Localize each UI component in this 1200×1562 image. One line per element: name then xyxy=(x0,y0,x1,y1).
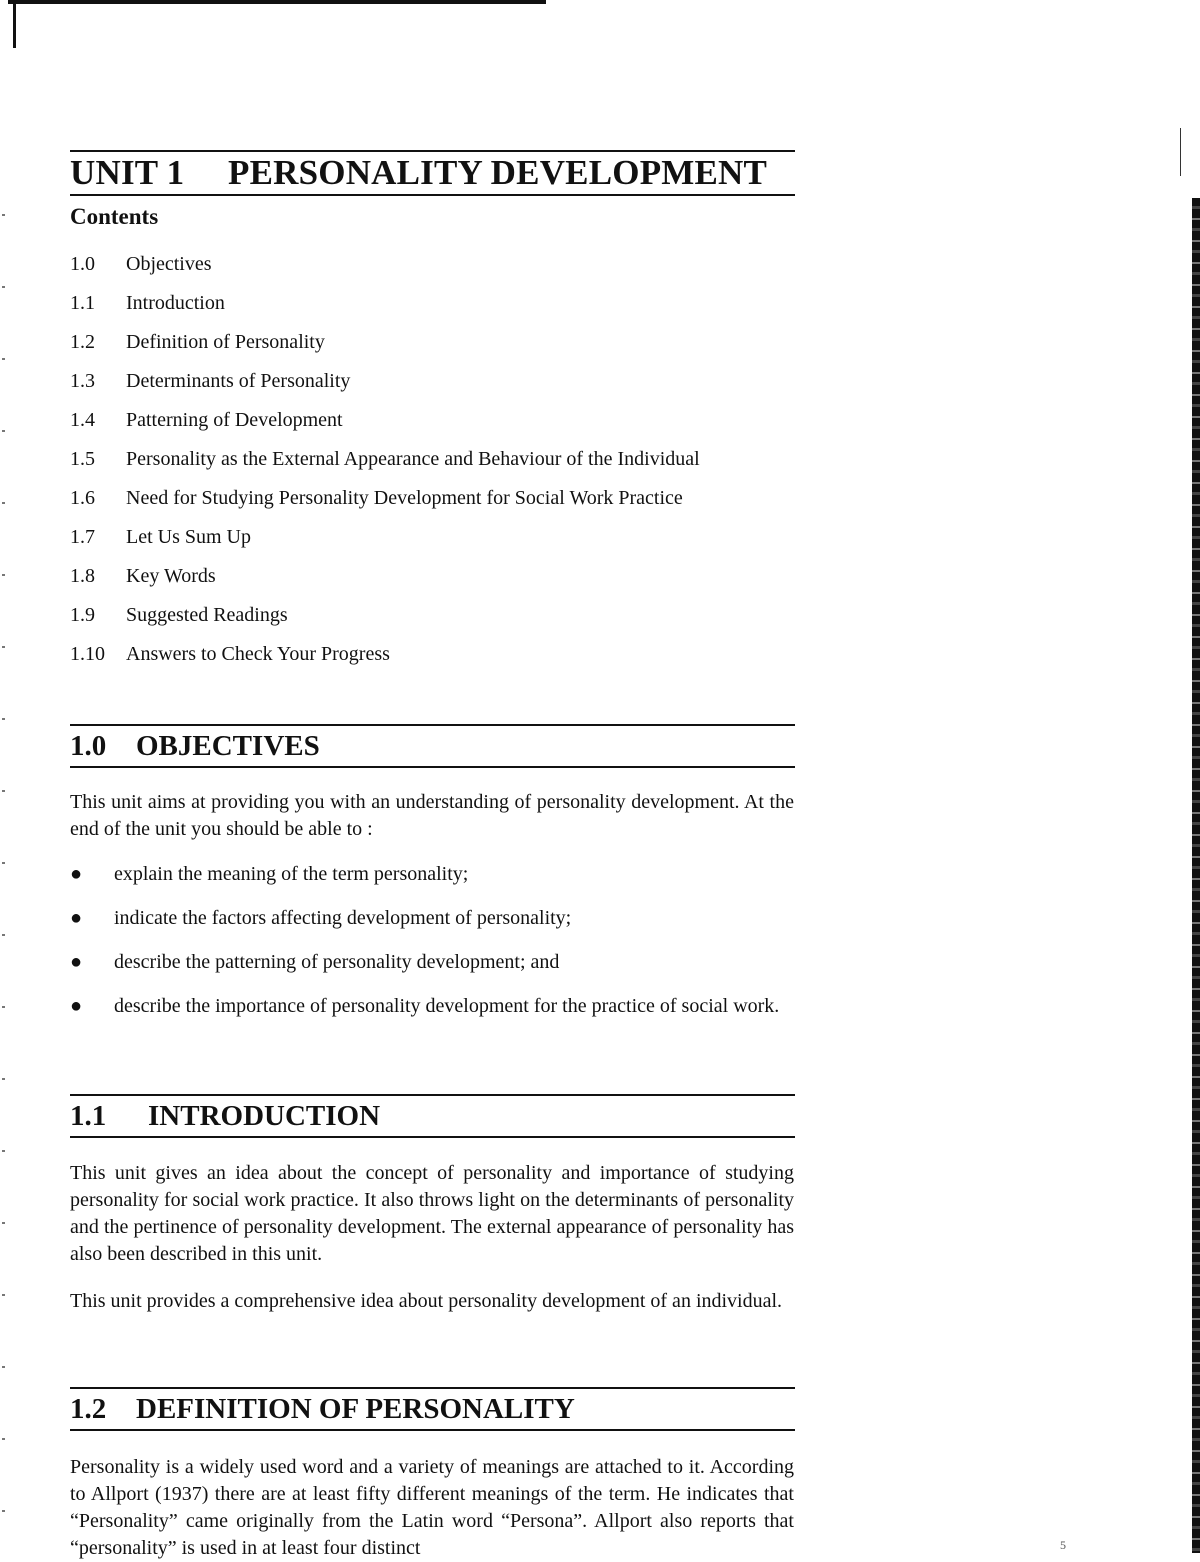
toc-item xyxy=(70,406,800,434)
toc-number: 1.10 xyxy=(70,643,105,665)
objectives-list xyxy=(70,860,794,1036)
bullet-icon: ● xyxy=(70,907,83,929)
toc-number: 1.5 xyxy=(70,448,95,470)
section-title: INTRODUCTION xyxy=(148,1100,381,1132)
introduction-heading xyxy=(70,1094,795,1138)
objective-bullet xyxy=(70,860,794,888)
toc-text: Determinants of Personality xyxy=(126,370,351,392)
objectives-intro: This unit aims at providing you with an understanding of personality development. At the end of the unit you should be able to : xyxy=(70,791,794,840)
section-number: 1.0 xyxy=(70,730,107,762)
bullet-text: indicate the factors affecting development of personality; xyxy=(114,907,572,929)
section-title: OBJECTIVES xyxy=(136,730,320,762)
scan-right-edge xyxy=(1192,198,1200,1553)
toc-item xyxy=(70,640,800,668)
toc-item xyxy=(70,445,800,473)
toc-number: 1.3 xyxy=(70,370,95,392)
definition-paragraph: Personality is a widely used word and a variety of meanings are attached to it. According to Allport (1937) there are at least fifty different meanings of the term. He indicates that “Personality” came originally from the Latin word “Persona”. Allport also reports that “personality” is used in at least four distinct xyxy=(70,1456,794,1559)
toc-text: Answers to Check Your Progress xyxy=(126,643,390,665)
contents-heading: Contents xyxy=(70,204,159,229)
definition-heading xyxy=(70,1387,795,1431)
toc-number: 1.4 xyxy=(70,409,95,431)
bullet-text: describe the patterning of personality development; and xyxy=(114,951,560,973)
toc-text: Suggested Readings xyxy=(126,604,288,626)
section-number: 1.2 xyxy=(70,1393,107,1425)
bullet-icon: ● xyxy=(70,951,83,973)
scan-right-line xyxy=(1180,128,1181,176)
toc-text: Personality as the External Appearance and Behaviour of the Individual xyxy=(126,448,700,470)
objective-bullet xyxy=(70,948,794,976)
section-title: DEFINITION OF PERSONALITY xyxy=(136,1393,575,1425)
introduction-paragraph: This unit gives an idea about the concept of personality and importance of studying personality for social work practice. It also throws light on the determinants of personality and the pertinence of personality development. The external appearance of personality has also been described in this unit. xyxy=(70,1162,794,1265)
toc-text: Introduction xyxy=(126,292,225,314)
toc-number: 1.8 xyxy=(70,565,95,587)
toc-text: Patterning of Development xyxy=(126,409,343,431)
toc-item xyxy=(70,562,800,590)
toc-number: 1.1 xyxy=(70,292,95,314)
toc-item xyxy=(70,367,800,395)
section-number: 1.1 xyxy=(70,1100,107,1132)
toc-text: Let Us Sum Up xyxy=(126,526,251,548)
toc-number: 1.2 xyxy=(70,331,95,353)
objective-bullet xyxy=(70,992,794,1020)
scan-border-line xyxy=(8,0,546,4)
toc-item xyxy=(70,328,800,356)
toc-text: Key Words xyxy=(126,565,216,587)
scan-left-edge xyxy=(2,180,5,1540)
toc-number: 1.6 xyxy=(70,487,95,509)
toc-text: Definition of Personality xyxy=(126,331,325,353)
scan-corner-tick xyxy=(13,2,16,48)
bullet-icon: ● xyxy=(70,863,83,885)
page-number: 5 xyxy=(1060,1538,1066,1552)
introduction-paragraph: This unit provides a comprehensive idea about personality development of an individual. xyxy=(70,1290,783,1312)
bullet-text: describe the importance of personality development for the practice of social work. xyxy=(114,995,780,1017)
objective-bullet xyxy=(70,904,794,932)
toc-item xyxy=(70,289,800,317)
toc-item xyxy=(70,250,800,278)
unit-label: UNIT 1 xyxy=(70,153,185,193)
toc-item xyxy=(70,601,800,629)
toc-number: 1.7 xyxy=(70,526,95,548)
unit-title xyxy=(70,150,795,196)
unit-title-text: PERSONALITY DEVELOPMENT xyxy=(228,153,768,193)
toc-text: Need for Studying Personality Development for Social Work Practice xyxy=(126,487,683,509)
toc-text: Objectives xyxy=(126,253,212,275)
table-of-contents xyxy=(70,250,800,679)
objectives-heading xyxy=(70,724,795,768)
toc-item xyxy=(70,523,800,551)
toc-number: 1.9 xyxy=(70,604,95,626)
toc-item xyxy=(70,484,800,512)
toc-number: 1.0 xyxy=(70,253,95,275)
bullet-text: explain the meaning of the term personality; xyxy=(114,863,469,885)
bullet-icon: ● xyxy=(70,995,83,1017)
